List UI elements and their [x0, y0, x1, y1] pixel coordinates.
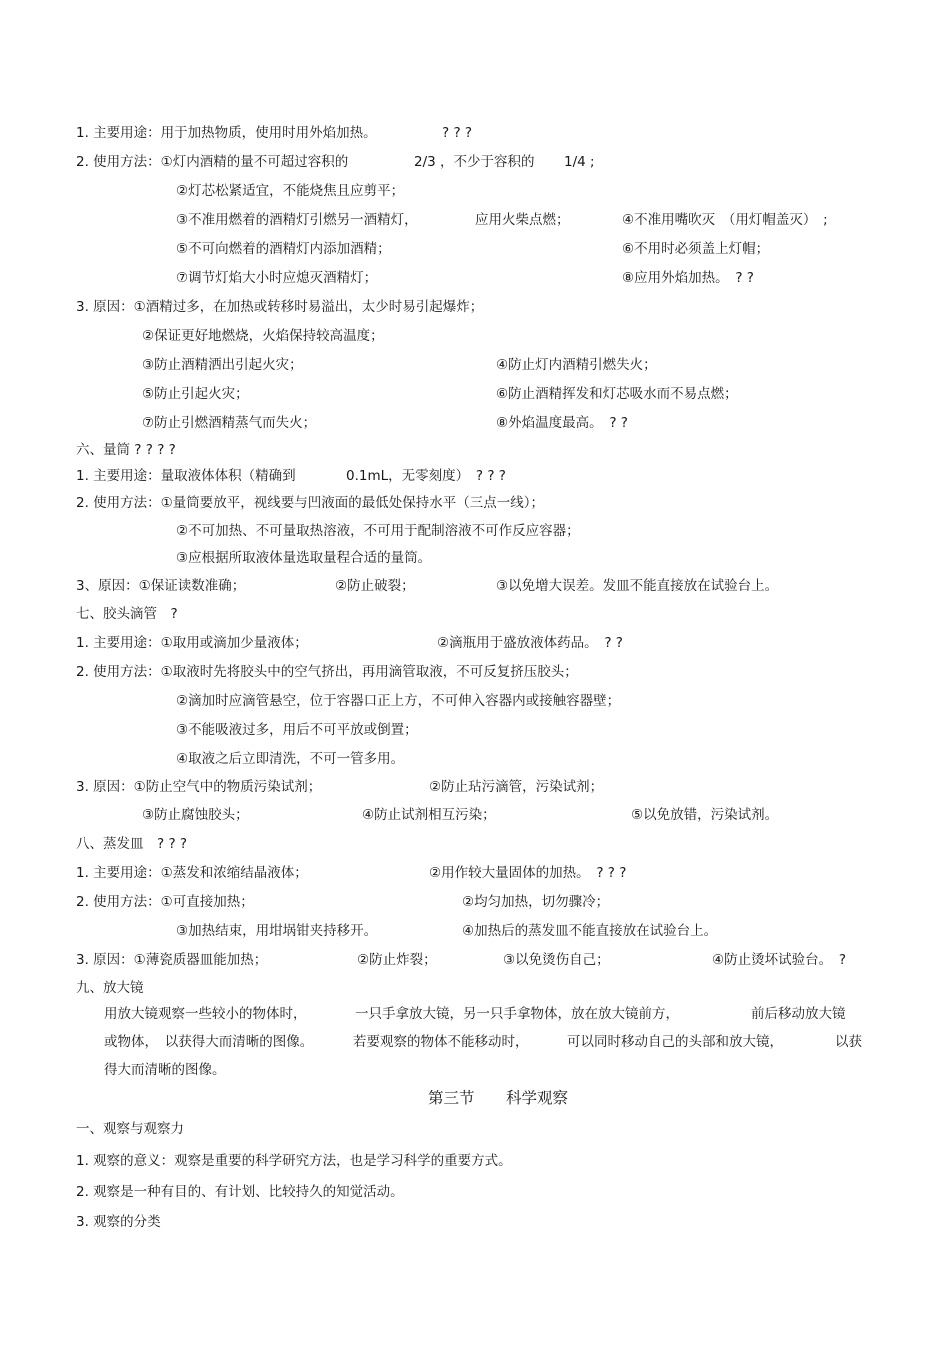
magnifier-text-2a: 或物体， 以获得大而清晰的图像。 [104, 1034, 314, 1050]
dropper-reason-4: ④防止试剂相互污染； [362, 807, 496, 823]
dropper-reason-2: ②防止玷污滴管，污染试剂； [429, 779, 604, 795]
lamp-method-fraction-min: 1/4 ; [564, 154, 595, 170]
dish-title: 八、蒸发皿 ? ? ? [76, 836, 188, 852]
dish-method-4: ④加热后的蒸发皿不能直接放在试验台上。 [462, 923, 718, 939]
lamp-method-fraction: 2/3 ，不少于容积的 [414, 154, 535, 170]
cylinder-use-precision: 0.1mL，无零刻度） ? ? ? [346, 468, 506, 484]
lamp-method-5: ⑤不可向燃着的酒精灯内添加酒精； [176, 241, 391, 257]
lamp-reason-4: ④防止灯内酒精引燃失火； [496, 357, 657, 373]
lamp-reason-6: ⑥防止酒精挥发和灯芯吸水而不易点燃； [496, 386, 738, 402]
section-heading-number: 第三节 [428, 1089, 475, 1107]
dish-reason-2: ②防止炸裂； [357, 952, 437, 968]
dropper-method-4: ④取液之后立即清洗，不可一管多用。 [176, 751, 405, 767]
section-heading-title: 科学观察 [506, 1089, 569, 1107]
dish-reason-4: ④防止烫坏试验台。 ? [712, 952, 847, 968]
dish-reason-3: ③以免烫伤自己； [503, 952, 610, 968]
magnifier-text-1c: 前后移动放大镜 [751, 1006, 846, 1022]
lamp-method-3b: 应用火柴点燃； [475, 212, 570, 228]
dropper-method-2: ②滴加时应滴管悬空，位于容器口正上方，不可伸入容器内或接触容器壁； [176, 693, 621, 709]
dropper-method-3: ③不能吸液过多，用后不可平放或倒置； [176, 722, 418, 738]
cylinder-method-2: ②不可加热、不可量取热溶液，不可用于配制溶液不可作反应容器； [176, 523, 580, 539]
dish-method-1: 2. 使用方法：①可直接加热； [76, 894, 254, 910]
lamp-reason-3: ③防止酒精洒出引起火灾； [142, 357, 303, 373]
magnifier-text-1b: 一只手拿放大镜，另一只手拿物体，放在放大镜前方， [355, 1006, 679, 1022]
observation-line-1: 1. 观察的意义：观察是重要的科学研究方法，也是学习科学的重要方式。 [76, 1153, 512, 1169]
dropper-reason-1: 3. 原因：①防止空气中的物质污染试剂； [76, 779, 322, 795]
lamp-reason-5: ⑤防止引起火灾； [142, 386, 249, 402]
dish-use-2: ②用作较大量固体的加热。 ? ? ? [429, 865, 627, 881]
dropper-reason-5: ⑤以免放错，污染试剂。 [631, 807, 779, 823]
lamp-reason-2: ②保证更好地燃烧，火焰保持较高温度； [142, 328, 384, 344]
magnifier-text-3: 得大而清晰的图像。 [104, 1062, 226, 1078]
dish-method-3: ③加热结束，用坩埚钳夹持移开。 [176, 923, 378, 939]
lamp-use-line: 1. 主要用途：用于加热物质，使用时用外焰加热。 [76, 125, 377, 141]
lamp-method-line: 2. 使用方法：①灯内酒精的量不可超过容积的 [76, 154, 349, 170]
cylinder-method-1: 2. 使用方法：①量筒要放平，视线要与凹液面的最低处保持水平（三点一线）； [76, 495, 545, 511]
dropper-use: 1. 主要用途：①取用或滴加少量液体； [76, 635, 308, 651]
lamp-reason-1: 3. 原因：①酒精过多，在加热或转移时易溢出，太少时易引起爆炸； [76, 299, 484, 315]
cylinder-reason-1: 3、原因：①保证读数准确； [76, 578, 246, 594]
lamp-method-8: ⑧应用外焰加热。 ? ? [622, 270, 754, 286]
magnifier-text-2c: 可以同时移动自己的头部和放大镜， [567, 1034, 783, 1050]
observation-line-3: 3. 观察的分类 [76, 1214, 161, 1230]
observation-title: 一、观察与观察力 [76, 1121, 184, 1137]
dropper-title: 七、胶头滴管 ? [76, 606, 178, 622]
dish-reason-1: 3. 原因：①薄瓷质器皿能加热； [76, 952, 268, 968]
magnifier-text-1a: 用放大镜观察一些较小的物体时， [104, 1006, 307, 1022]
lamp-method-7: ⑦调节灯焰大小时应熄灭酒精灯； [176, 270, 378, 286]
cylinder-use: 1. 主要用途：量取液体体积（精确到 [76, 468, 296, 484]
dish-use: 1. 主要用途：①蒸发和浓缩结晶液体； [76, 865, 308, 881]
lamp-method-6: ⑥不用时必须盖上灯帽； [622, 241, 770, 257]
magnifier-title: 九、放大镜 [76, 980, 144, 996]
cylinder-title: 六、量筒 ? ? ? ? [76, 442, 176, 458]
magnifier-text-2b: 若要观察的物体不能移动时， [353, 1034, 529, 1050]
observation-line-2: 2. 观察是一种有目的、有计划、比较持久的知觉活动。 [76, 1184, 404, 1200]
dish-method-2: ②均匀加热，切勿骤冷； [462, 894, 610, 910]
magnifier-text-2d: 以获 [835, 1034, 862, 1050]
lamp-reason-7: ⑦防止引燃酒精蒸气而失火； [142, 415, 317, 431]
dropper-method-1: 2. 使用方法：①取液时先将胶头中的空气挤出，再用滴管取液，不可反复挤压胶头； [76, 664, 578, 680]
cylinder-reason-2: ②防止破裂； [335, 578, 415, 594]
lamp-method-3: ③不准用燃着的酒精灯引燃另一酒精灯， [176, 212, 418, 228]
cylinder-reason-3: ③以免增大误差。发皿不能直接放在试验台上。 [496, 578, 779, 594]
dropper-use-2: ②滴瓶用于盛放液体药品。 ? ? [437, 635, 623, 651]
cylinder-method-3: ③应根据所取液体量选取量程合适的量筒。 [176, 550, 432, 566]
lamp-reason-8: ⑧外焰温度最高。 ? ? [496, 415, 628, 431]
lamp-method-4: ④不准用嘴吹灭 （用灯帽盖灭） ; [622, 212, 828, 228]
lamp-use-marks: ? ? ? [442, 125, 473, 141]
dropper-reason-3: ③防止腐蚀胶头； [142, 807, 249, 823]
lamp-method-2: ②灯芯松紧适宜，不能烧焦且应剪平； [176, 183, 405, 199]
